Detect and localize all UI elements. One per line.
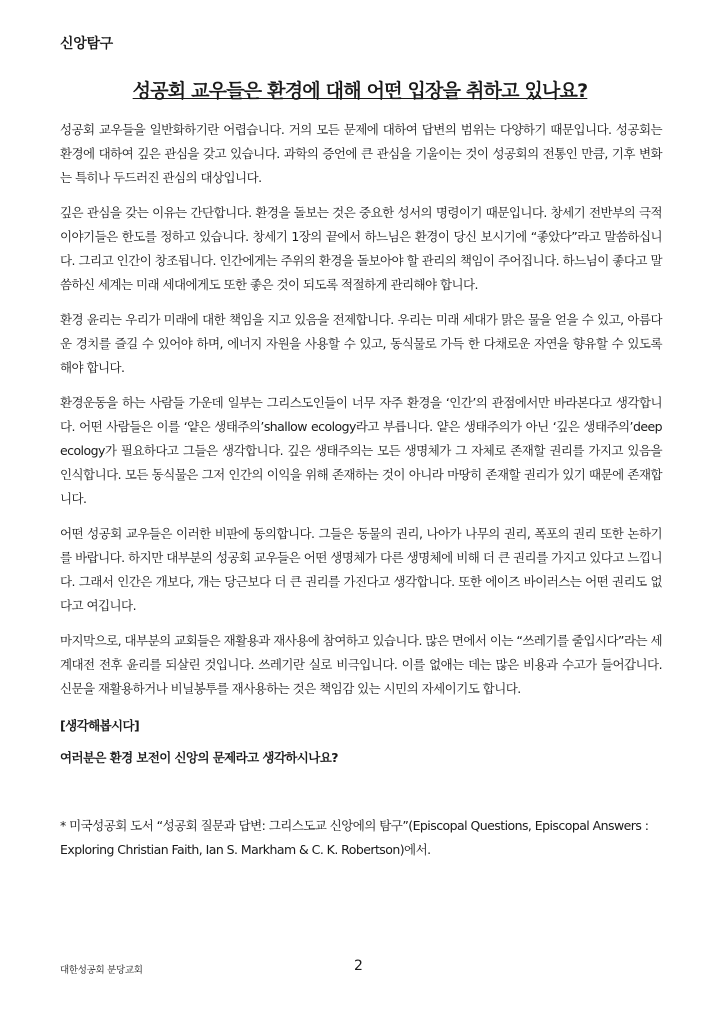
footer-church-name: 대한성공회 분당교회 xyxy=(60,965,143,976)
page-number: 2 xyxy=(354,958,363,974)
paragraph: 환경운동을 하는 사람들 가운데 일부는 그리스도인들이 너무 자주 환경을 ‘인간’의 관점에서만 바라본다고 생각합니다. 어떤 사람들은 이를 ‘얕은 생태주의’shallow ecology라고 부릅니다. 얕은 생태주의가 아닌 ‘깊은 생태주의’deep ecology가 필요하다고 그들은 생각합니다. 깊은 생태주의는 모든 생명체가 그 자체로 존재할 권리를 가지고 있음을 인식합니다. 모든 동식물은 그저 인간의 이익을 위해 존재하는 것이 아니라 마땅히 존재할 권리가 있기 때문에 존재합니다. xyxy=(60,395,662,506)
source-note: * 미국성공회 도서 “성공회 질문과 답변: 그리스도교 신앙에의 탐구”(Episcopal Questions, Episcopal Answers : Exploring Christian Faith, Ian S. Markham & C. K. Robertson)에서. xyxy=(60,818,649,857)
reflection-label: [생각해봅시다] xyxy=(60,718,140,733)
reflection-question: 여러분은 환경 보전이 신앙의 문제라고 생각하시나요? xyxy=(60,750,338,765)
section-header: 신앙탐구 xyxy=(60,36,113,52)
paragraph: 마지막으로, 대부분의 교회들은 재활용과 재사용에 참여하고 있습니다. 많은 면에서 이는 “쓰레기를 줄입시다”라는 세계대전 전후 윤리를 되살린 것입니다. 쓰레기란 실로 비극입니다. 이를 없애는 데는 많은 비용과 수고가 들어갑니다. 신문을 재활용하거나 비닐봉투를 재사용하는 것은 책임감 있는 시민의 자세이기도 합니다. xyxy=(60,633,662,696)
paragraph: 어떤 성공회 교우들은 이러한 비판에 동의합니다. 그들은 동물의 권리, 나아가 나무의 권리, 폭포의 권리 또한 논하기를 바랍니다. 하지만 대부분의 성공회 교우들은 어떤 생명체가 다른 생명체에 비해 더 큰 권리를 가지고 있다고 느낍니다. 그래서 인간은 개보다, 개는 당근보다 더 큰 권리를 가진다고 생각합니다. 또한 에이즈 바이러스는 어떤 권리도 없다고 여깁니다. xyxy=(60,526,662,613)
page-title: 성공회 교우들은 환경에 대해 어떤 입장을 취하고 있나요? xyxy=(132,80,588,102)
paragraph: 깊은 관심을 갖는 이유는 간단합니다. 환경을 돌보는 것은 중요한 성서의 명령이기 때문입니다. 창세기 전반부의 극적 이야기들은 한도를 정하고 있습니다. 창세기 1장의 끝에서 하느님은 환경이 당신 보시기에 “좋았다”라고 말씀하십니다. 그리고 인간이 창조됩니다. 인간에게는 주위의 환경을 돌보아야 할 관리의 책임이 주어집니다. 하느님이 좋다고 말씀하신 세계는 미래 세대에게도 또한 좋은 것이 되도록 적절하게 관리해야 합니다. xyxy=(60,205,662,292)
article-body xyxy=(60,118,662,712)
paragraph: 성공회 교우들을 일반화하기란 어렵습니다. 거의 모든 문제에 대하여 답변의 범위는 다양하기 때문입니다. 성공회는 환경에 대하여 깊은 관심을 갖고 있습니다. 과학의 증언에 큰 관심을 기울이는 것이 성공회의 전통인 만큼, 기후 변화는 특히나 두드러진 관심의 대상입니다. xyxy=(60,122,662,185)
paragraph: 환경 윤리는 우리가 미래에 대한 책임을 지고 있음을 전제합니다. 우리는 미래 세대가 맑은 물을 얻을 수 있고, 아름다운 경치를 즐길 수 있어야 하며, 에너지 자원을 사용할 수 있고, 동식물로 가득 한 다채로운 자연을 향유할 수 있도록 해야 합니다. xyxy=(60,312,662,375)
